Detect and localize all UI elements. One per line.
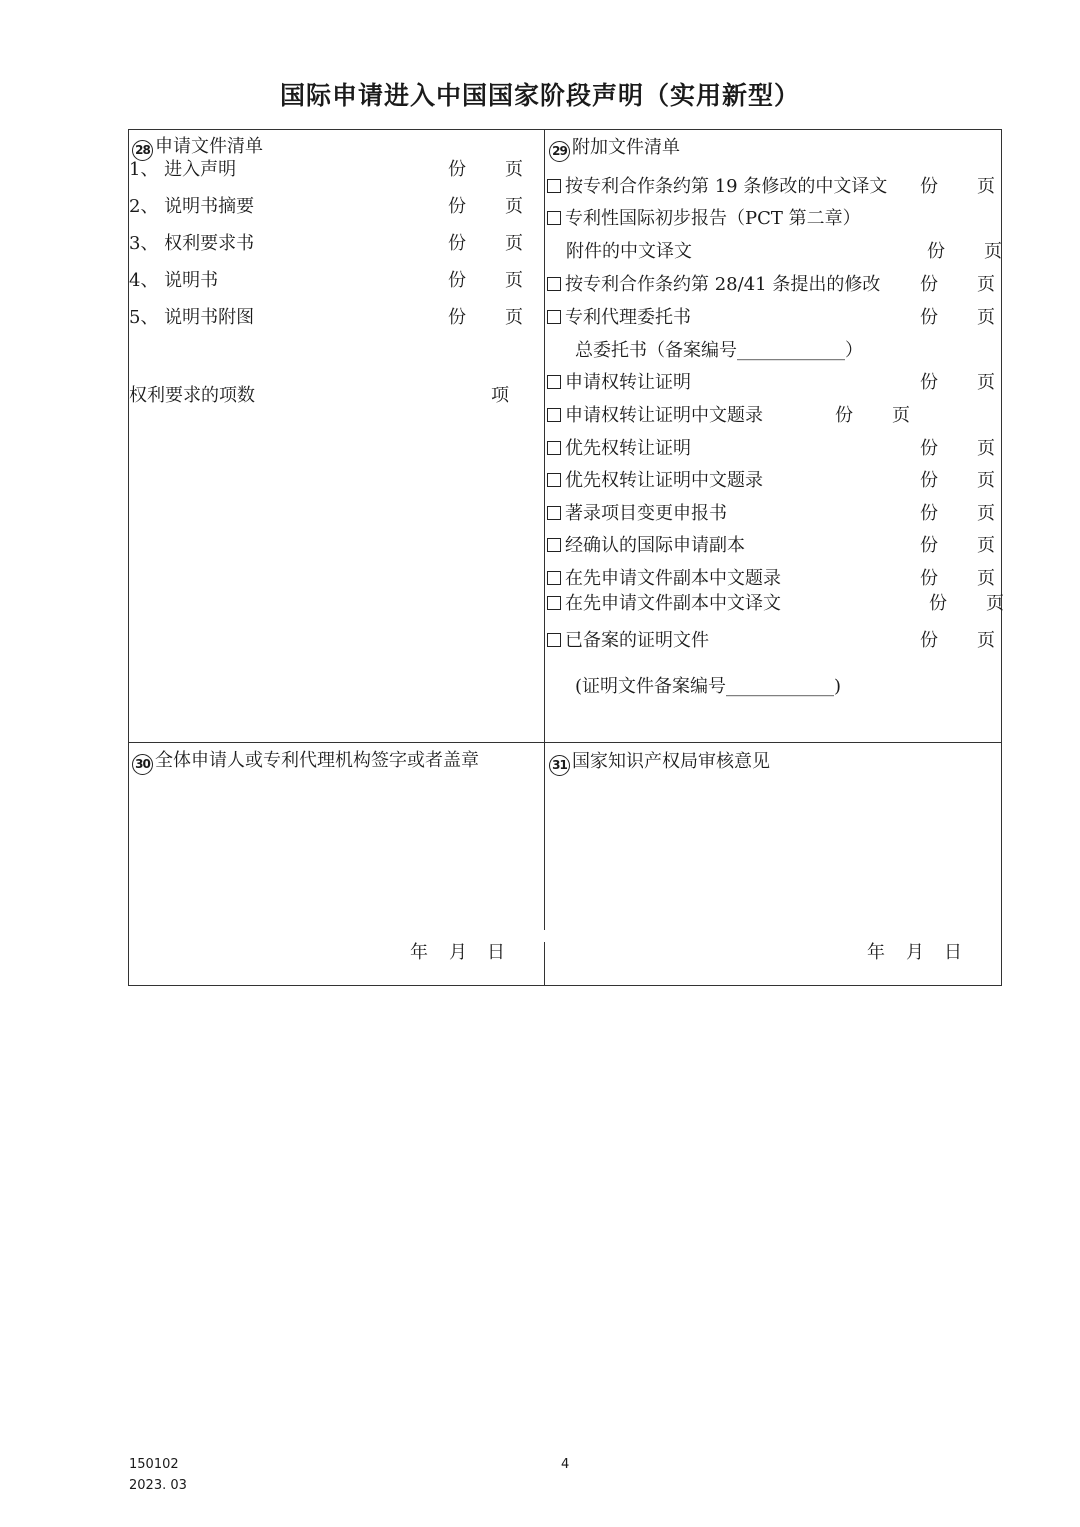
pages-label: 页 (892, 405, 910, 426)
copies-label: 份 (920, 568, 938, 589)
copies-label: 份 (920, 535, 938, 556)
copies-label: 份 (920, 274, 938, 295)
checkbox[interactable] (547, 441, 561, 455)
page-title: 国际申请进入中国国家阶段声明（实用新型） (279, 81, 800, 110)
copies-label: 份 (927, 241, 945, 262)
attachment-item: 申请权转让证明 (547, 371, 691, 395)
page-number: 4 (561, 1457, 570, 1472)
file-item-1: 1、 进入声明 (129, 159, 237, 180)
copies-label: 份 (835, 405, 853, 426)
column-divider (544, 130, 545, 985)
pages-label: 页 (984, 241, 1002, 262)
checkbox[interactable] (547, 277, 561, 291)
pages-label: 页 (977, 274, 995, 295)
declaration-form (128, 129, 1002, 986)
attachment-item: 专利代理委托书 (547, 306, 691, 330)
checkbox[interactable] (547, 633, 561, 647)
copies-label: 份 (448, 270, 466, 291)
month-label: 月 (449, 942, 467, 963)
copies-label: 份 (448, 196, 466, 217)
pages-label: 页 (977, 470, 995, 491)
section-31-heading: 31 国家知识产权局审核意见 (549, 750, 770, 776)
section-30-heading: 30 全体申请人或专利代理机构签字或者盖章 (132, 749, 479, 775)
copies-label: 份 (929, 593, 947, 614)
checkbox[interactable] (547, 179, 561, 193)
section-number-28: 28 (132, 140, 153, 161)
file-item-2: 2、 说明书摘要 (129, 196, 255, 217)
pages-label: 页 (505, 159, 523, 180)
attachment-item: 专利性国际初步报告（PCT 第二章） (547, 207, 861, 231)
attachment-item: 经确认的国际申请副本 (547, 534, 745, 558)
pages-label: 页 (505, 270, 523, 291)
checkbox[interactable] (547, 310, 561, 324)
year-label: 年 (410, 942, 428, 963)
pages-label: 页 (977, 535, 995, 556)
attachment-item: 著录项目变更申报书 (547, 502, 727, 526)
section-number-30: 30 (132, 754, 153, 775)
day-label: 日 (487, 942, 505, 963)
pages-label: 页 (977, 176, 995, 197)
checkbox[interactable] (547, 538, 561, 552)
checkbox[interactable] (547, 211, 561, 225)
pages-label: 页 (505, 307, 523, 328)
certificate-filing-number: (证明文件备案编号____________) (575, 676, 842, 697)
attachment-item: 已备案的证明文件 (547, 629, 709, 653)
month-label: 月 (906, 942, 924, 963)
copies-label: 份 (920, 630, 938, 651)
pages-label: 页 (977, 307, 995, 328)
section-28-heading: 28 申请文件清单 (132, 135, 263, 161)
checkbox[interactable] (547, 506, 561, 520)
pages-label: 页 (977, 438, 995, 459)
attachment-item: 在先申请文件副本中文译文 (547, 592, 781, 616)
file-item-5: 5、 说明书附图 (129, 307, 255, 328)
pages-label: 页 (986, 593, 1004, 614)
checkbox[interactable] (547, 375, 561, 389)
checkbox[interactable] (547, 571, 561, 585)
pages-label: 页 (505, 196, 523, 217)
claims-count-label: 权利要求的项数 (129, 385, 255, 406)
copies-label: 份 (920, 176, 938, 197)
copies-label: 份 (448, 159, 466, 180)
copies-label: 份 (920, 470, 938, 491)
items-label: 项 (491, 385, 509, 406)
attachment-item: 优先权转让证明中文题录 (547, 469, 763, 493)
file-item-4: 4、 说明书 (129, 270, 219, 291)
section-number-29: 29 (549, 141, 570, 162)
section-29-heading: 29 附加文件清单 (549, 136, 680, 162)
copies-label: 份 (448, 233, 466, 254)
attachment-item: 按专利合作条约第 19 条修改的中文译文 (547, 175, 887, 199)
general-power-of-attorney: 总委托书（备案编号____________） (575, 340, 863, 361)
pages-label: 页 (977, 503, 995, 524)
year-label: 年 (867, 942, 885, 963)
attachment-item: 申请权转让证明中文题录 (547, 404, 763, 428)
attachment-item: 在先申请文件副本中文题录 (547, 567, 781, 591)
attachment-item: 按专利合作条约第 28/41 条提出的修改 (547, 273, 880, 297)
form-code: 150102 (129, 1457, 179, 1472)
pages-label: 页 (505, 233, 523, 254)
copies-label: 份 (920, 438, 938, 459)
file-item-3: 3、 权利要求书 (129, 233, 255, 254)
day-label: 日 (944, 942, 962, 963)
section-number-31: 31 (549, 755, 570, 776)
copies-label: 份 (448, 307, 466, 328)
copies-label: 份 (920, 372, 938, 393)
pages-label: 页 (977, 372, 995, 393)
form-date: 2023. 03 (129, 1478, 187, 1493)
attachment-item: 优先权转让证明 (547, 437, 691, 461)
pages-label: 页 (977, 568, 995, 589)
copies-label: 份 (920, 307, 938, 328)
copies-label: 份 (920, 503, 938, 524)
row-divider (129, 742, 1001, 743)
checkbox[interactable] (547, 473, 561, 487)
pages-label: 页 (977, 630, 995, 651)
checkbox[interactable] (547, 596, 561, 610)
attachment-item-continued: 附件的中文译文 (566, 241, 692, 262)
checkbox[interactable] (547, 408, 561, 422)
